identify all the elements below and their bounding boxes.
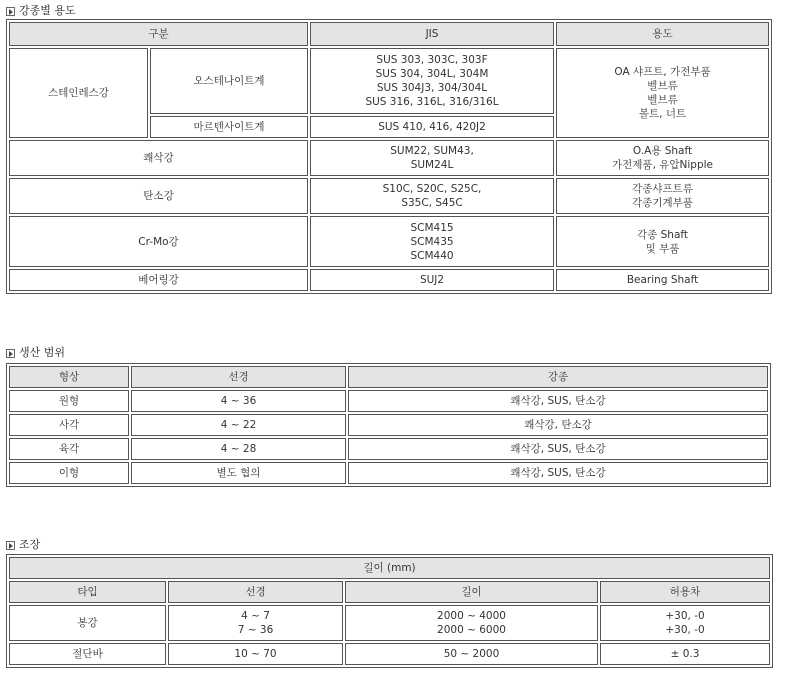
header-type: 타입 xyxy=(9,581,166,603)
crmo-category: Cr-Mo강 xyxy=(9,216,308,267)
usage-header-category: 구분 xyxy=(9,22,308,46)
length-caption: 길이 (mm) xyxy=(9,557,770,579)
use-line: 벨브류 xyxy=(647,94,678,106)
bearing-category: 베어링강 xyxy=(9,269,308,291)
diameter-cell: 별도 협의 xyxy=(131,462,346,484)
austenitic-label: 오스테나이트계 xyxy=(150,48,308,114)
header-diameter: 선경 xyxy=(168,581,343,603)
production-section-title xyxy=(6,346,65,360)
diameter-line: 7 ~ 36 xyxy=(237,624,274,636)
usage-section-title xyxy=(6,4,76,18)
length-line: 2000 ~ 4000 xyxy=(437,610,506,622)
jis-line: SCM415 xyxy=(410,221,454,234)
straightening-caption-row xyxy=(9,557,770,579)
carbon-use xyxy=(556,178,769,214)
bullet-arrow-icon xyxy=(6,349,15,358)
diameter-line: 4 ~ 7 xyxy=(241,610,270,622)
steel-cell: 쾌삭강, SUS, 탄소강 xyxy=(348,462,768,484)
diameter-cell: 4 ~ 28 xyxy=(131,438,346,460)
production-header-row xyxy=(9,366,768,388)
shape-cell: 이형 xyxy=(9,462,129,484)
production-title-text: 생산 범위 xyxy=(19,346,66,359)
steel-cell: 쾌삭강, SUS, 탄소강 xyxy=(348,438,768,460)
usage-table xyxy=(6,19,772,294)
table-row xyxy=(9,216,769,267)
jis-line: SUM22, SUM43, xyxy=(390,145,474,157)
jis-line: S10C, S20C, S25C, xyxy=(382,183,482,195)
tolerance-line: +30, -0 xyxy=(665,624,705,636)
table-row xyxy=(9,414,768,436)
usage-title-text: 강종별 용도 xyxy=(19,4,76,17)
martensitic-jis: SUS 410, 416, 420J2 xyxy=(310,116,554,138)
use-line: 볼트, 너트 xyxy=(638,108,687,120)
table-row xyxy=(9,462,768,484)
type-cell: 봉강 xyxy=(9,605,166,641)
table-row xyxy=(9,178,769,214)
production-header-steel: 강종 xyxy=(348,366,768,388)
jis-line: SUS 304, 304L, 304M xyxy=(375,68,489,80)
header-length: 길이 xyxy=(345,581,598,603)
stainless-use xyxy=(556,48,769,138)
diameter-cell: 4 ~ 22 xyxy=(131,414,346,436)
use-line: 각종 Shaft xyxy=(637,228,689,241)
table-row xyxy=(9,140,769,176)
table-row xyxy=(9,643,770,665)
table-row xyxy=(9,48,769,114)
use-line: 가전제품, 유압Nipple xyxy=(612,159,714,171)
shape-cell: 원형 xyxy=(9,390,129,412)
production-header-shape: 형상 xyxy=(9,366,129,388)
jis-line: SCM435 xyxy=(410,235,454,248)
tolerance-line: +30, -0 xyxy=(665,610,705,622)
martensitic-label: 마르텐사이트계 xyxy=(150,116,308,138)
table-row xyxy=(9,269,769,291)
bullet-arrow-icon xyxy=(6,541,15,550)
usage-header-row xyxy=(9,22,769,46)
length-cell: 50 ~ 2000 xyxy=(345,643,598,665)
jis-line: SUS 316, 316L, 316/316L xyxy=(365,96,499,108)
diameter-cell xyxy=(168,605,343,641)
steel-cell: 쾌삭강, 탄소강 xyxy=(348,414,768,436)
straightening-header-row xyxy=(9,581,770,603)
straightening-table xyxy=(6,554,773,668)
header-tolerance: 허용차 xyxy=(600,581,770,603)
usage-header-use: 용도 xyxy=(556,22,769,46)
diameter-cell: 4 ~ 36 xyxy=(131,390,346,412)
usage-header-jis: JIS xyxy=(310,22,554,46)
straightening-section-title xyxy=(6,538,40,552)
use-line: 및 부품 xyxy=(645,242,680,255)
table-row xyxy=(9,605,770,641)
diameter-cell: 10 ~ 70 xyxy=(168,643,343,665)
table-row xyxy=(9,438,768,460)
free-cutting-use xyxy=(556,140,769,176)
tolerance-cell: ± 0.3 xyxy=(600,643,770,665)
carbon-category: 탄소강 xyxy=(9,178,308,214)
jis-line: SUM24L xyxy=(410,159,454,171)
bearing-use: Bearing Shaft xyxy=(556,269,769,291)
shape-cell: 사각 xyxy=(9,414,129,436)
production-table xyxy=(6,363,771,487)
austenitic-jis xyxy=(310,48,554,114)
table-row xyxy=(9,390,768,412)
use-line: OA 샤프트, 가전부품 xyxy=(614,66,711,78)
length-line: 2000 ~ 6000 xyxy=(437,624,506,636)
straightening-title-text: 조장 xyxy=(19,538,41,551)
jis-line: SCM440 xyxy=(410,249,454,262)
carbon-jis xyxy=(310,178,554,214)
length-cell xyxy=(345,605,598,641)
jis-line: S35C, S45C xyxy=(401,197,463,209)
crmo-use xyxy=(556,216,769,267)
use-line: 각종샤프트류 xyxy=(632,183,693,195)
free-cutting-category: 쾌삭강 xyxy=(9,140,308,176)
crmo-jis xyxy=(310,216,554,267)
use-line: O.A용 Shaft xyxy=(632,145,693,157)
bullet-arrow-icon xyxy=(6,7,15,16)
free-cutting-jis xyxy=(310,140,554,176)
tolerance-cell xyxy=(600,605,770,641)
use-line: 벨브류 xyxy=(647,80,678,92)
jis-line: SUS 304J3, 304/304L xyxy=(376,82,488,94)
stainless-category: 스테인레스강 xyxy=(9,48,148,138)
bearing-jis: SUJ2 xyxy=(310,269,554,291)
shape-cell: 육각 xyxy=(9,438,129,460)
steel-cell: 쾌삭강, SUS, 탄소강 xyxy=(348,390,768,412)
use-line: 각종기계부품 xyxy=(632,197,693,209)
production-header-diameter: 선경 xyxy=(131,366,346,388)
jis-line: SUS 303, 303C, 303F xyxy=(376,54,488,66)
type-cell: 절단바 xyxy=(9,643,166,665)
